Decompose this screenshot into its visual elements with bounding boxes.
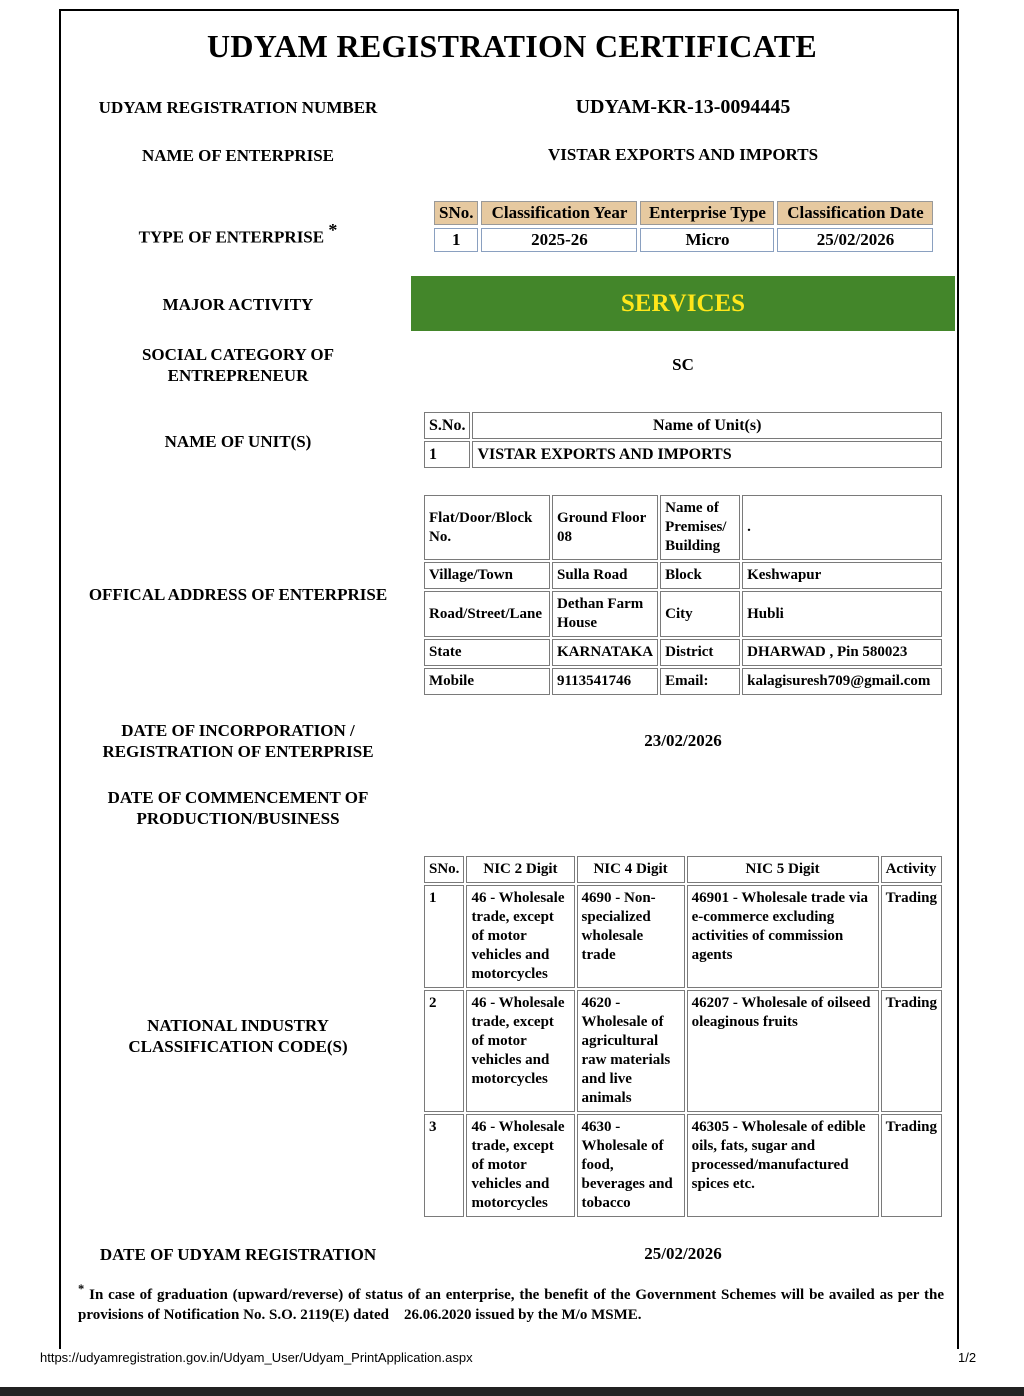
table-cell: Flat/Door/Block No. bbox=[424, 495, 550, 560]
table-row bbox=[424, 1114, 942, 1217]
major-activity-value: SERVICES bbox=[411, 276, 955, 331]
table-cell: Name of Premises/ Building bbox=[660, 495, 740, 560]
table-row bbox=[424, 639, 942, 666]
table-header-row bbox=[434, 201, 933, 225]
table-cell: Email: bbox=[660, 668, 740, 695]
header-cell: SNo. bbox=[434, 201, 478, 225]
table-cell: 1 bbox=[424, 441, 470, 468]
reg-number-value: UDYAM-KR-13-0094445 bbox=[575, 96, 791, 118]
table-cell: 4690 - Non-specialized wholesale trade bbox=[577, 885, 685, 988]
footnote bbox=[78, 1279, 948, 1325]
units-table bbox=[422, 410, 944, 470]
asterisk-mark: * bbox=[78, 1282, 85, 1296]
table-cell: kalagisuresh709@gmail.com bbox=[742, 668, 942, 695]
table-cell: Dethan Farm House bbox=[552, 591, 658, 637]
table-cell: 2025-26 bbox=[481, 228, 637, 252]
commencement-label: DATE OF COMMENCEMENT OF PRODUCTION/BUSINESS bbox=[107, 788, 369, 828]
table-cell: Block bbox=[660, 562, 740, 589]
type-of-enterprise-label: TYPE OF ENTERPRISE * bbox=[138, 220, 338, 247]
table-cell: Trading bbox=[881, 885, 942, 988]
major-activity-label: MAJOR ACTIVITY bbox=[162, 295, 314, 314]
nic-table bbox=[422, 854, 944, 1219]
header-cell: NIC 5 Digit bbox=[687, 856, 879, 883]
print-url: https://udyamregistration.gov.in/Udyam_User/Udyam_PrintApplication.aspx bbox=[40, 1350, 473, 1365]
table-cell: Trading bbox=[881, 990, 942, 1112]
units-label: NAME OF UNIT(S) bbox=[164, 432, 312, 451]
table-cell: 4630 - Wholesale of food, beverages and tobacco bbox=[577, 1114, 685, 1217]
address-label: OFFICAL ADDRESS OF ENTERPRISE bbox=[88, 585, 388, 604]
table-cell: DHARWAD , Pin 580023 bbox=[742, 639, 942, 666]
table-cell: Village/Town bbox=[424, 562, 550, 589]
table-cell: Trading bbox=[881, 1114, 942, 1217]
enterprise-name-value: VISTAR EXPORTS AND IMPORTS bbox=[547, 145, 819, 164]
table-cell: City bbox=[660, 591, 740, 637]
footnote-text: In case of graduation (upward/reverse) of status of an enterprise, the benefit of the Government Schemes will be availed as per the provisions of Notification No. S.O. 2119(E) dated 26.06.2020 issued by the M/o MSME. bbox=[78, 1287, 948, 1323]
header-cell: Activity bbox=[881, 856, 942, 883]
header-cell: Classification Date bbox=[777, 201, 933, 225]
table-cell: 4620 - Wholesale of agricultural raw materials and live animals bbox=[577, 990, 685, 1112]
table-cell: 2 bbox=[424, 990, 464, 1112]
header-cell: Name of Unit(s) bbox=[472, 412, 942, 439]
table-cell: Mobile bbox=[424, 668, 550, 695]
table-cell: 46901 - Wholesale trade via e-commerce excluding activities of commission agents bbox=[687, 885, 879, 988]
udyam-date-label: DATE OF UDYAM REGISTRATION bbox=[99, 1245, 377, 1264]
table-cell: VISTAR EXPORTS AND IMPORTS bbox=[472, 441, 942, 468]
table-cell: Sulla Road bbox=[552, 562, 658, 589]
asterisk-mark: * bbox=[328, 220, 338, 240]
table-cell: 25/02/2026 bbox=[777, 228, 933, 252]
header-cell: Enterprise Type bbox=[640, 201, 774, 225]
table-row bbox=[424, 990, 942, 1112]
table-cell: Road/Street/Lane bbox=[424, 591, 550, 637]
table-cell: State bbox=[424, 639, 550, 666]
certificate-title: UDYAM REGISTRATION CERTIFICATE bbox=[206, 28, 818, 64]
table-cell: 9113541746 bbox=[552, 668, 658, 695]
table-row bbox=[424, 591, 942, 637]
table-cell: Micro bbox=[640, 228, 774, 252]
page-number: 1/2 bbox=[958, 1350, 977, 1365]
nic-label: NATIONAL INDUSTRY CLASSIFICATION CODE(S) bbox=[128, 1016, 348, 1056]
social-category-value: SC bbox=[672, 355, 694, 374]
table-row bbox=[424, 562, 942, 589]
header-cell: NIC 2 Digit bbox=[466, 856, 574, 883]
address-table bbox=[422, 493, 944, 697]
table-cell: KARNATAKA bbox=[552, 639, 658, 666]
table-cell: District bbox=[660, 639, 740, 666]
udyam-date-value: 25/02/2026 bbox=[644, 1244, 722, 1263]
incorporation-label: DATE OF INCORPORATION / REGISTRATION OF ENTERPRISE bbox=[102, 721, 374, 761]
social-category-label: SOCIAL CATEGORY OF ENTREPRENEUR bbox=[141, 345, 335, 385]
table-row bbox=[424, 495, 942, 560]
table-cell: 46 - Wholesale trade, except of motor vehicles and motorcycles bbox=[466, 1114, 574, 1217]
header-cell: Classification Year bbox=[481, 201, 637, 225]
table-cell: 46 - Wholesale trade, except of motor vehicles and motorcycles bbox=[466, 990, 574, 1112]
table-cell: Keshwapur bbox=[742, 562, 942, 589]
table-header-row bbox=[424, 856, 942, 883]
table-cell: . bbox=[742, 495, 942, 560]
classification-table bbox=[431, 198, 936, 255]
table-cell: Hubli bbox=[742, 591, 942, 637]
table-row bbox=[424, 441, 942, 468]
header-cell: SNo. bbox=[424, 856, 464, 883]
enterprise-name-label: NAME OF ENTERPRISE bbox=[141, 146, 335, 165]
header-cell: NIC 4 Digit bbox=[577, 856, 685, 883]
table-cell: 46 - Wholesale trade, except of motor vehicles and motorcycles bbox=[466, 885, 574, 988]
header-cell: S.No. bbox=[424, 412, 470, 439]
table-cell: 3 bbox=[424, 1114, 464, 1217]
table-row bbox=[424, 885, 942, 988]
table-header-row bbox=[424, 412, 942, 439]
reg-number-label: UDYAM REGISTRATION NUMBER bbox=[98, 98, 378, 117]
table-cell: 46207 - Wholesale of oilseed oleaginous fruits bbox=[687, 990, 879, 1112]
table-row bbox=[424, 668, 942, 695]
incorporation-value: 23/02/2026 bbox=[644, 731, 722, 750]
table-cell: 46305 - Wholesale of edible oils, fats, sugar and processed/manufactured spices etc. bbox=[687, 1114, 879, 1217]
table-row bbox=[434, 228, 933, 252]
table-cell: Ground Floor 08 bbox=[552, 495, 658, 560]
table-cell: 1 bbox=[424, 885, 464, 988]
bottom-bar bbox=[0, 1387, 1024, 1396]
table-cell: 1 bbox=[434, 228, 478, 252]
